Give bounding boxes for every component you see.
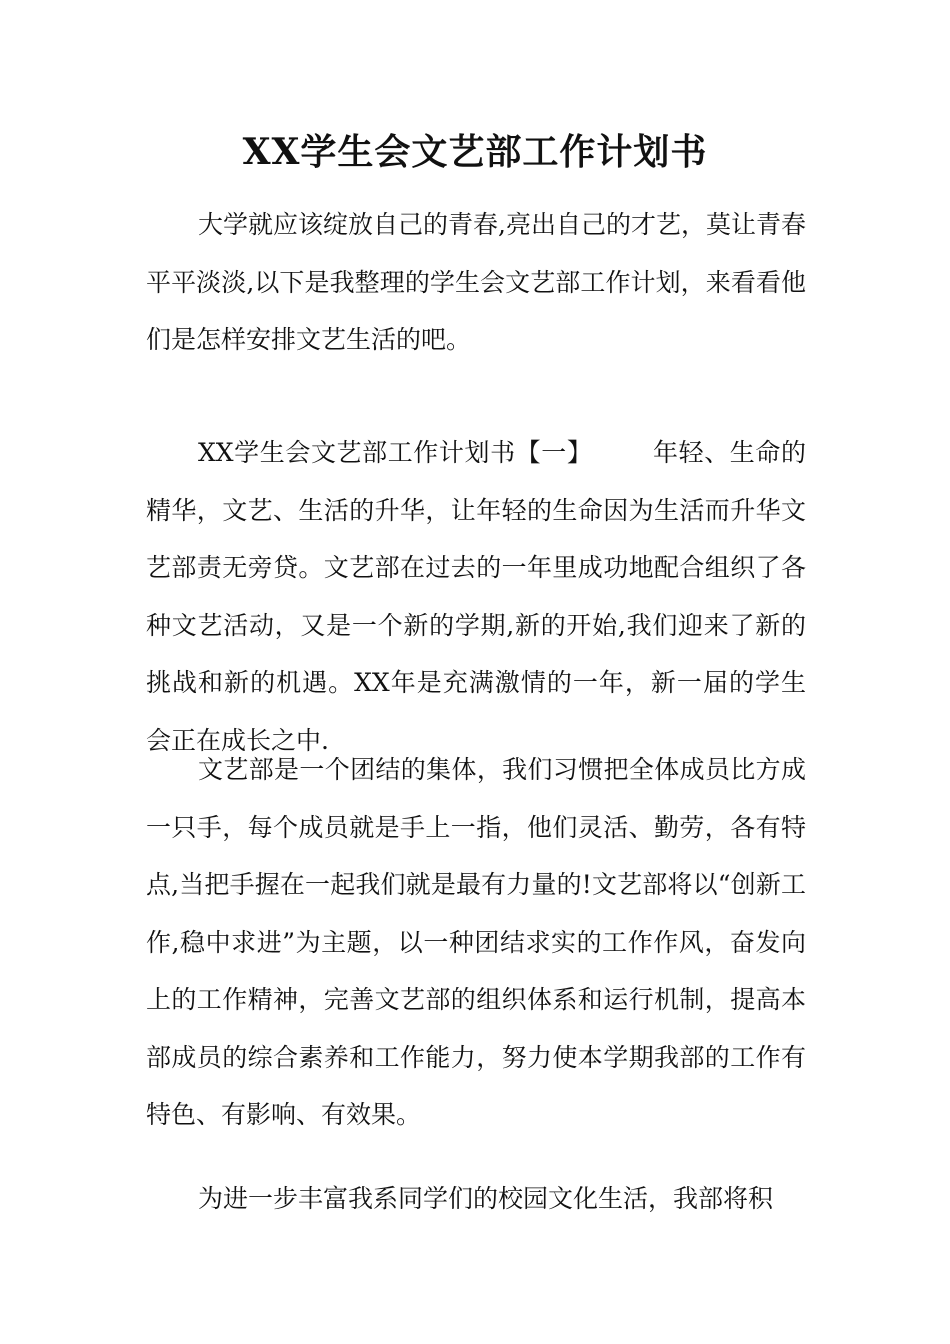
document-title: XX学生会文艺部工作计划书: [242, 131, 708, 173]
activities-paragraph: 为进一步丰富我系同学们的校园文化生活，我部将积: [198, 1184, 774, 1213]
section-one-body: 年轻、生命的精华，文艺、生活的升华，让年轻的生命因为生活而升华文艺部责无旁贷。文艺部在过去的一年里成功地配合组织了各种文艺活动，又是一个新的学期,新的开始,我们迎来了新的挑战和新的机遇。XX年是充满激情的一年，新一届的学生会正在成长之中.: [146, 438, 806, 755]
section-one-paragraph: [146, 424, 806, 769]
section-one-heading: XX学生会文艺部工作计划书【一】: [198, 438, 593, 467]
department-description-paragraph: 文艺部是一个团结的集体，我们习惯把全体成员比方成一只手，每个成员就是手上一指，他们灵活、勤劳，各有特点,当把手握在一起我们就是最有力量的!文艺部将以“创新工作,稳中求进”为主题，以一种团结求实的工作作风，奋发向上的工作精神，完善文艺部的组织体系和运行机制，提高本部成员的综合素养和工作能力，努力使本学期我部的工作有特色、有影响、有效果。: [146, 755, 806, 1129]
intro-paragraph: 大学就应该绽放自己的青春,亮出自己的才艺，莫让青春平平淡淡,以下是我整理的学生会文艺部工作计划，来看看他们是怎样安排文艺生活的吧。: [146, 210, 806, 354]
